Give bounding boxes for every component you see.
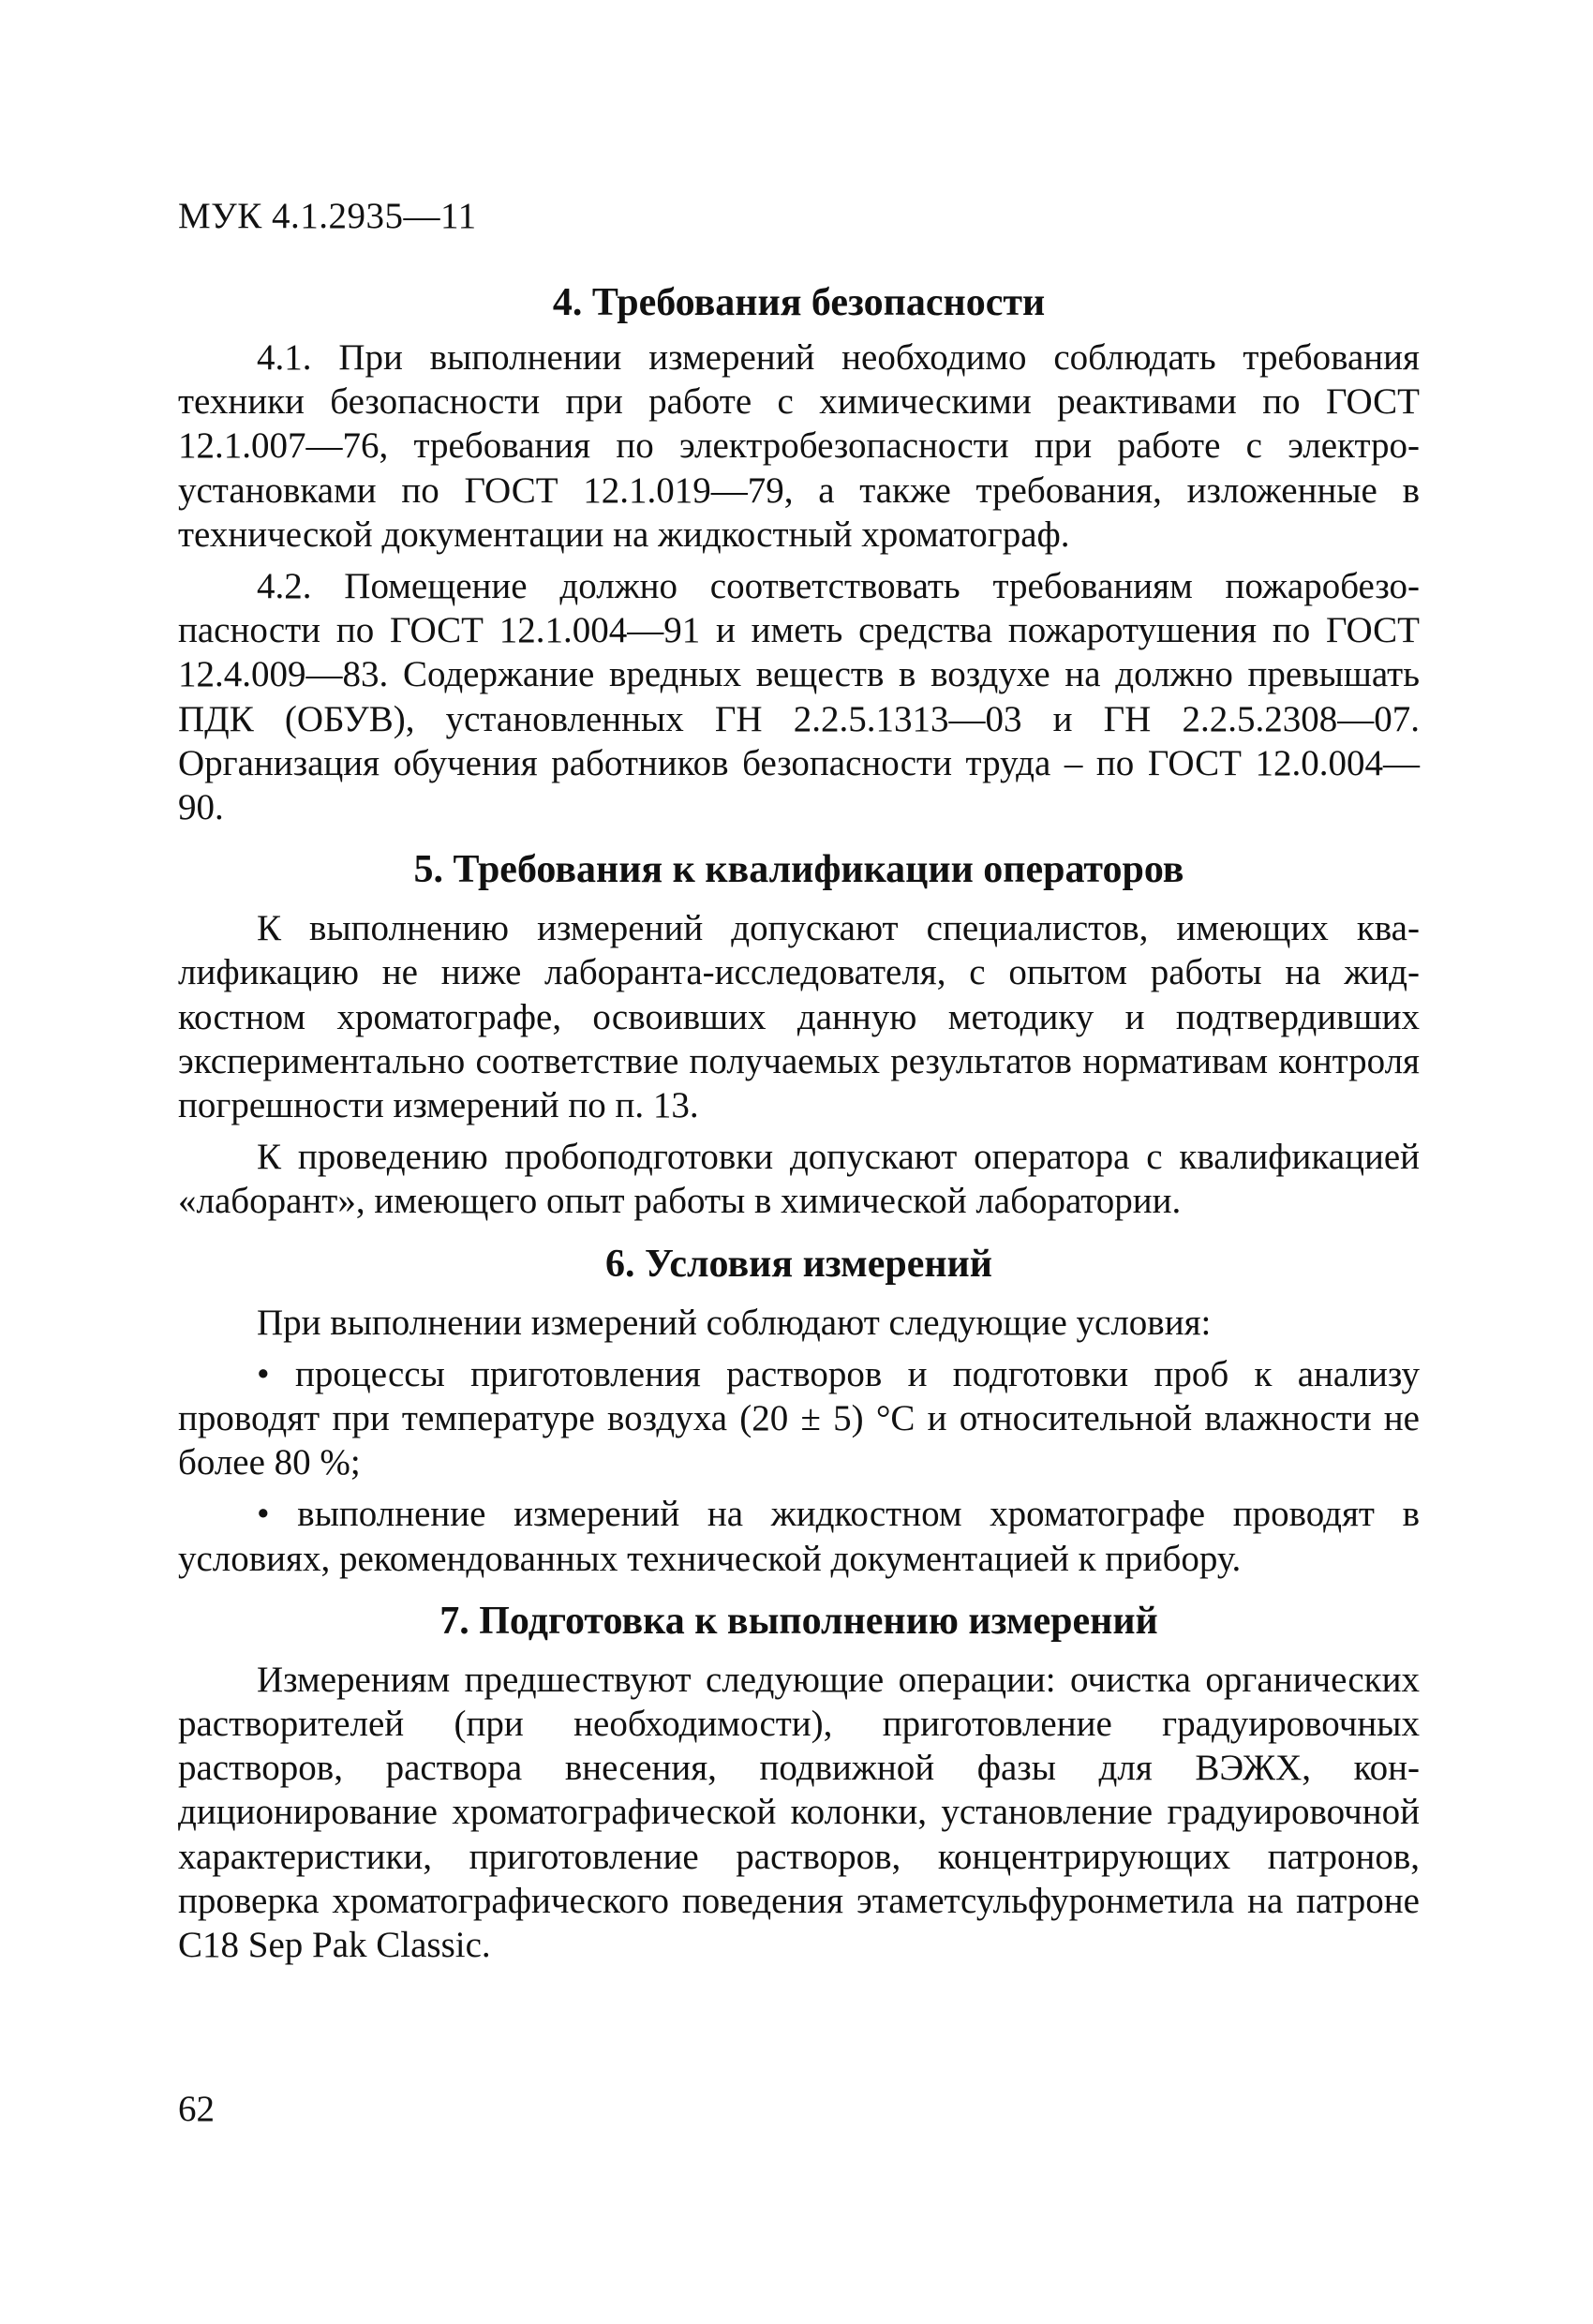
section-title: 7. Подготовка к выполнению измерений — [439, 1599, 1158, 1643]
running-header: МУК 4.1.2935—11 — [178, 196, 477, 236]
section-title: 6. Условия измерений — [605, 1242, 992, 1286]
page-number: 62 — [178, 2089, 215, 2129]
list-item: • процессы приготовления растворов и подготовки проб к анализу проводят при температуре воздуха (20 ± 5) °С и относительной влажности не более 80 %; — [178, 1353, 1420, 1483]
paragraph: При выполнении измерений соблюдают следующие условия: — [257, 1302, 1212, 1343]
section-operator-qualification — [178, 846, 1420, 1223]
paragraph: 4.1. При выполнении измерений необходимо соблюдать требования техники безопасности при работе с химическими реактивами по ГОСТ 12.1.007—76, требования по электробезопасности при работе с электроустановками по ГОСТ 12.1.019—79, а также требования, изложенные в технической документации на жидкостный хроматограф. — [178, 337, 1420, 555]
paragraph: К проведению пробоподготовки допускают оператора с квалификацией «лаборант», имеющего опыт работы в химической лаборатории. — [178, 1137, 1420, 1222]
section-title: 4. Требования безопасности — [552, 281, 1046, 324]
paragraph: Измерениям предшествуют следующие операции: очистка органических растворителей (при необходимости), приготовление градуировочных растворов, раствора внесения, подвижной фазы для ВЭЖХ, кондиционирование хроматографической колонки, установление градуировочной характеристики, приготовление растворов, концентрирующих патронов, проверка хроматографического поведения этаметсульфуронметила на патроне С18 Sep Pak Classic. — [178, 1659, 1420, 1966]
section-title: 5. Требования к квалификации операторов — [413, 848, 1184, 892]
list-item: • выполнение измерений на жидкостном хроматографе проводят в условиях, рекомендованных технической документацией к прибору. — [178, 1494, 1420, 1579]
paragraph: К выполнению измерений допускают специалистов, имеющих квалификацию не ниже лаборанта-исследователя, с опытом работы на жидкостном хроматографе, освоивших данную методику и подтвердивших экспериментально соответствие получаемых результатов нормативам контроля погрешности измерений по п. 13. — [178, 908, 1420, 1126]
page-content — [178, 279, 1420, 1967]
section-measurement-preparation — [178, 1598, 1420, 1967]
section-safety — [178, 279, 1420, 829]
section-measurement-conditions — [178, 1241, 1420, 1581]
paragraph: 4.2. Помещение должно соответствовать требованиям пожаробезопасности по ГОСТ 12.1.004—91 и иметь средства пожаротушения по ГОСТ 12.4.009—83. Содержание вредных веществ в воздухе на должно превышать ПДК (ОБУВ), установленных ГН 2.2.5.1313—03 и ГН 2.2.5.2308—07. Организация обучения работников безопасности труда – по ГОСТ 12.0.004—90. — [178, 566, 1420, 828]
